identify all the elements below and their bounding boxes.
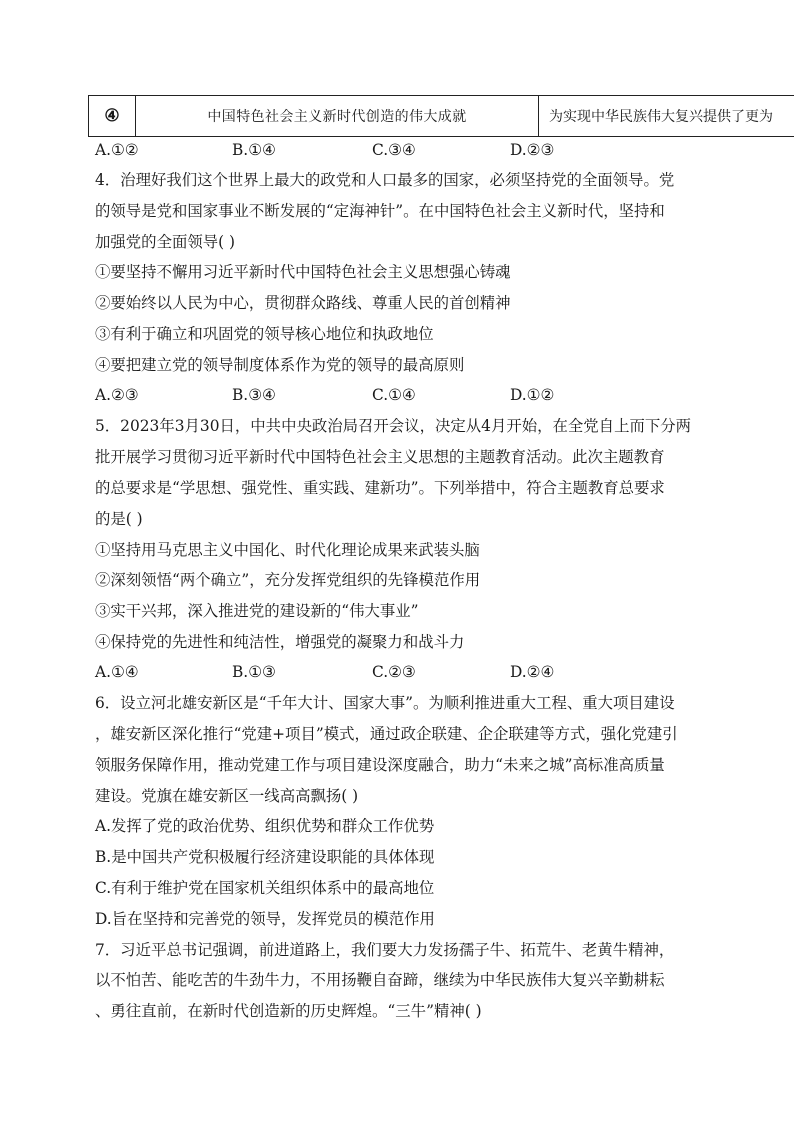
table-row-4 — [88, 95, 794, 137]
row-content: 中国特色社会主义新时代创造的伟大成就 — [136, 96, 539, 136]
q4-option-b[interactable]: B.③④ — [232, 386, 276, 404]
q6-stem-line: 建设。党旗在雄安新区一线高高飘扬( ) — [95, 787, 359, 805]
q5-option-d[interactable]: D.②④ — [510, 663, 555, 681]
q4-option-a[interactable]: A.②③ — [95, 386, 139, 404]
q5-statement: ②深刻领悟“两个确立”，充分发挥党组织的先锋模范作用 — [95, 571, 481, 589]
q4-statement: ④要把建立党的领导制度体系作为党的领导的最高原则 — [95, 356, 465, 374]
q4-option-d[interactable]: D.①② — [510, 386, 555, 404]
q4-statement: ①要坚持不懈用习近平新时代中国特色社会主义思想强心铸魂 — [95, 263, 511, 281]
q7-stem-line: 7．习近平总书记强调，前进道路上，我们要大力发扬孺子牛、拓荒牛、老黄牛精神， — [95, 941, 675, 959]
q5-option-a[interactable]: A.①④ — [95, 663, 139, 681]
q5-statement: ①坚持用马克思主义中国化、时代化理论成果来武装头脑 — [95, 541, 480, 559]
q6-stem-line: ，雄安新区深化推行“党建+项目”模式，通过政企联建、企企联建等方式，强化党建引 — [95, 725, 678, 743]
q6-option-c[interactable]: C.有利于维护党在国家机关组织体系中的最高地位 — [95, 879, 435, 897]
q4-statement: ③有利于确立和巩固党的领导核心地位和执政地位 — [95, 325, 434, 343]
q5-option-c[interactable]: C.②③ — [372, 663, 416, 681]
q6-option-a[interactable]: A.发挥了党的政治优势、组织优势和群众工作优势 — [95, 817, 435, 835]
q5-statement: ③实干兴邦，深入推进党的建设新的“伟大事业” — [95, 602, 419, 620]
row-significance: 为实现中华民族伟大复兴提供了更为 — [549, 109, 773, 125]
q6-option-b[interactable]: B.是中国共产党积极履行经济建设职能的具体体现 — [95, 848, 435, 866]
q5-option-b[interactable]: B.①③ — [232, 663, 276, 681]
q3-option-d[interactable]: D.②③ — [510, 141, 555, 159]
q5-stem-line: 批开展学习贯彻习近平新时代中国特色社会主义思想的主题教育活动。此次主题教育 — [95, 448, 665, 466]
q5-stem-line: 5．2023年3月30日，中共中央政治局召开会议，决定从4月开始，在全党自上而下分两 — [95, 417, 692, 435]
q5-statement: ④保持党的先进性和纯洁性，增强党的凝聚力和战斗力 — [95, 633, 465, 651]
q6-option-d[interactable]: D.旨在坚持和完善党的领导，发挥党员的模范作用 — [95, 910, 435, 928]
q3-option-c[interactable]: C.③④ — [372, 141, 416, 159]
q4-stem-line: 加强党的全面领导( ) — [95, 233, 236, 251]
q6-stem-line: 6．设立河北雄安新区是“千年大计、国家大事”。为顺利推进重大工程、重大项目建设 — [95, 694, 675, 712]
row-number: ④ — [104, 106, 120, 126]
q3-option-a[interactable]: A.①② — [95, 141, 139, 159]
q7-stem-line: 以不怕苦、能吃苦的牛劲牛力，不用扬鞭自奋蹄，继续为中华民族伟大复兴辛勤耕耘 — [95, 971, 665, 989]
q4-stem-line: 4．治理好我们这个世界上最大的政党和人口最多的国家，必须坚持党的全面领导。党 — [95, 171, 675, 189]
q5-stem-line: 的总要求是“学思想、强党性、重实践、建新功”。下列举措中，符合主题教育总要求 — [95, 479, 665, 497]
q3-option-b[interactable]: B.①④ — [232, 141, 276, 159]
q6-stem-line: 领服务保障作用，推动党建工作与项目建设深度融合，助力“未来之城”高标准高质量 — [95, 756, 665, 774]
q7-stem-line: 、勇往直前，在新时代创造新的历史辉煌。“三牛”精神( ) — [95, 1002, 482, 1020]
q4-stem-line: 的领导是党和国家事业不断发展的“定海神针”。在中国特色社会主义新时代，坚持和 — [95, 202, 665, 220]
q4-statement: ②要始终以人民为中心，贯彻群众路线、尊重人民的首创精神 — [95, 294, 511, 312]
q5-stem-line: 的是( ) — [95, 510, 143, 528]
q4-option-c[interactable]: C.①④ — [372, 386, 416, 404]
